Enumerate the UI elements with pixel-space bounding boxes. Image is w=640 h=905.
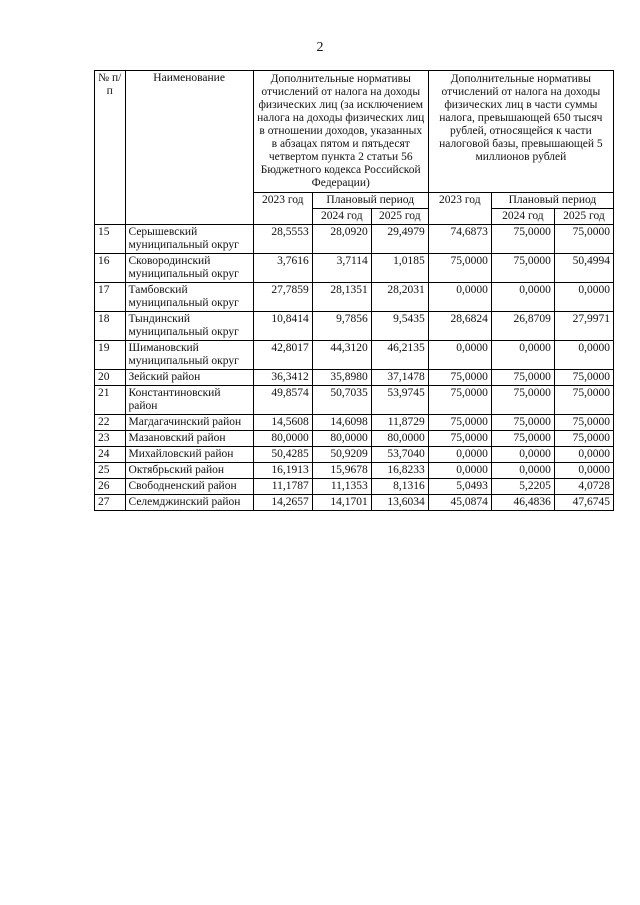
norm-2023: 42,8017	[253, 341, 312, 370]
excess-norm-2024: 75,0000	[491, 415, 554, 431]
row-number: 16	[95, 254, 126, 283]
norm-2023: 49,8574	[253, 386, 312, 415]
norm-2024: 14,6098	[312, 415, 371, 431]
excess-norm-2024: 75,0000	[491, 254, 554, 283]
excess-norm-2024: 75,0000	[491, 225, 554, 254]
row-number: 15	[95, 225, 126, 254]
norm-2023: 11,1787	[253, 479, 312, 495]
excess-norm-2023: 0,0000	[428, 341, 491, 370]
excess-norm-2024: 0,0000	[491, 341, 554, 370]
excess-norm-2023: 28,6824	[428, 312, 491, 341]
header-name: Наименование	[125, 71, 253, 225]
excess-norm-2023: 0,0000	[428, 447, 491, 463]
excess-norm-2025: 0,0000	[554, 283, 613, 312]
norm-2024: 44,3120	[312, 341, 371, 370]
norm-2024: 3,7114	[312, 254, 371, 283]
norm-2024: 14,1701	[312, 495, 371, 511]
norm-2025: 29,4979	[371, 225, 428, 254]
district-name: Зейский район	[125, 370, 253, 386]
header-year-2024: 2024 год	[491, 209, 554, 225]
excess-norm-2023: 5,0493	[428, 479, 491, 495]
table-row	[95, 415, 614, 431]
excess-norm-2024: 0,0000	[491, 283, 554, 312]
excess-norm-2024: 0,0000	[491, 447, 554, 463]
norm-2025: 46,2135	[371, 341, 428, 370]
norm-2023: 50,4285	[253, 447, 312, 463]
excess-norm-2025: 0,0000	[554, 341, 613, 370]
district-name: Свободненский район	[125, 479, 253, 495]
district-name: Серышевский муниципальный округ	[125, 225, 253, 254]
header-planned-period: Плановый период	[312, 193, 428, 209]
norm-2023: 36,3412	[253, 370, 312, 386]
norm-2025: 28,2031	[371, 283, 428, 312]
district-name: Селемджинский район	[125, 495, 253, 511]
district-name: Сковородинский муниципальный округ	[125, 254, 253, 283]
district-name: Константиновский район	[125, 386, 253, 415]
table-row	[95, 370, 614, 386]
header-year-2025: 2025 год	[371, 209, 428, 225]
district-name: Октябрьский район	[125, 463, 253, 479]
norm-2025: 16,8233	[371, 463, 428, 479]
excess-norm-2025: 75,0000	[554, 431, 613, 447]
norm-2023: 14,5608	[253, 415, 312, 431]
header-num: № п/п	[95, 71, 126, 225]
excess-norm-2023: 75,0000	[428, 415, 491, 431]
excess-norm-2023: 0,0000	[428, 463, 491, 479]
page-number: 2	[316, 40, 324, 55]
norm-2025: 37,1478	[371, 370, 428, 386]
excess-norm-2023: 75,0000	[428, 386, 491, 415]
norm-2023: 14,2657	[253, 495, 312, 511]
district-name: Шимановский муниципальный округ	[125, 341, 253, 370]
row-number: 20	[95, 370, 126, 386]
norm-2023: 10,8414	[253, 312, 312, 341]
district-name: Магдагачинский район	[125, 415, 253, 431]
norm-2023: 27,7859	[253, 283, 312, 312]
header-year-2025: 2025 год	[554, 209, 613, 225]
excess-norm-2023: 75,0000	[428, 431, 491, 447]
norm-2025: 80,0000	[371, 431, 428, 447]
excess-norm-2025: 75,0000	[554, 386, 613, 415]
excess-norm-2023: 75,0000	[428, 370, 491, 386]
excess-norm-2023: 0,0000	[428, 283, 491, 312]
norm-2024: 28,1351	[312, 283, 371, 312]
district-name: Тамбовский муниципальный округ	[125, 283, 253, 312]
table-row	[95, 386, 614, 415]
table-row	[95, 431, 614, 447]
table-row	[95, 463, 614, 479]
excess-norm-2023: 45,0874	[428, 495, 491, 511]
row-number: 22	[95, 415, 126, 431]
table-row	[95, 479, 614, 495]
header-year-2023: 2023 год	[428, 193, 491, 225]
norm-2025: 1,0185	[371, 254, 428, 283]
excess-norm-2025: 47,6745	[554, 495, 613, 511]
excess-norm-2025: 27,9971	[554, 312, 613, 341]
table-row	[95, 447, 614, 463]
header-year-2024: 2024 год	[312, 209, 371, 225]
row-number: 19	[95, 341, 126, 370]
norm-2024: 80,0000	[312, 431, 371, 447]
excess-norm-2024: 0,0000	[491, 463, 554, 479]
row-number: 23	[95, 431, 126, 447]
norm-2024: 28,0920	[312, 225, 371, 254]
norm-2024: 15,9678	[312, 463, 371, 479]
excess-norm-2024: 75,0000	[491, 386, 554, 415]
norm-2023: 28,5553	[253, 225, 312, 254]
excess-norm-2025: 75,0000	[554, 415, 613, 431]
table-row	[95, 341, 614, 370]
norm-2024: 9,7856	[312, 312, 371, 341]
tax-norms-table	[94, 70, 614, 511]
norm-2025: 9,5435	[371, 312, 428, 341]
header-group-1: Дополнительные нормативы отчислений от налога на доходы физических лиц (за исключением налога на доходы физических лиц в отношении доходов, указанных в абзацах пятом и пятьдесят четвертом пункта 2 статьи 56 Бюджетного кодекса Российской Федерации)	[253, 71, 428, 193]
row-number: 25	[95, 463, 126, 479]
header-year-2023: 2023 год	[253, 193, 312, 225]
excess-norm-2024: 75,0000	[491, 431, 554, 447]
row-number: 17	[95, 283, 126, 312]
district-name: Тындинский муниципальный округ	[125, 312, 253, 341]
row-number: 18	[95, 312, 126, 341]
table-row	[95, 312, 614, 341]
norm-2024: 50,9209	[312, 447, 371, 463]
norm-2025: 13,6034	[371, 495, 428, 511]
table-row	[95, 254, 614, 283]
norm-2025: 53,9745	[371, 386, 428, 415]
excess-norm-2025: 0,0000	[554, 447, 613, 463]
norm-2025: 53,7040	[371, 447, 428, 463]
excess-norm-2024: 26,8709	[491, 312, 554, 341]
excess-norm-2025: 75,0000	[554, 370, 613, 386]
district-name: Михайловский район	[125, 447, 253, 463]
row-number: 26	[95, 479, 126, 495]
norm-2024: 35,8980	[312, 370, 371, 386]
norm-2023: 80,0000	[253, 431, 312, 447]
excess-norm-2025: 4,0728	[554, 479, 613, 495]
norm-2025: 8,1316	[371, 479, 428, 495]
excess-norm-2024: 75,0000	[491, 370, 554, 386]
row-number: 24	[95, 447, 126, 463]
excess-norm-2025: 75,0000	[554, 225, 613, 254]
header-group-2: Дополнительные нормативы отчислений от налога на доходы физических лиц в части суммы налога, превышающей 650 тысяч рублей, относящейся к части налоговой базы, превышающей 5 миллионов рублей	[428, 71, 613, 193]
excess-norm-2024: 5,2205	[491, 479, 554, 495]
table-row	[95, 283, 614, 312]
row-number: 21	[95, 386, 126, 415]
norm-2023: 16,1913	[253, 463, 312, 479]
header-planned-period: Плановый период	[491, 193, 613, 209]
excess-norm-2024: 46,4836	[491, 495, 554, 511]
excess-norm-2025: 50,4994	[554, 254, 613, 283]
excess-norm-2023: 74,6873	[428, 225, 491, 254]
table-row	[95, 495, 614, 511]
norm-2023: 3,7616	[253, 254, 312, 283]
district-name: Мазановский район	[125, 431, 253, 447]
norm-2024: 11,1353	[312, 479, 371, 495]
excess-norm-2023: 75,0000	[428, 254, 491, 283]
table-row	[95, 225, 614, 254]
row-number: 27	[95, 495, 126, 511]
norm-2025: 11,8729	[371, 415, 428, 431]
excess-norm-2025: 0,0000	[554, 463, 613, 479]
norm-2024: 50,7035	[312, 386, 371, 415]
